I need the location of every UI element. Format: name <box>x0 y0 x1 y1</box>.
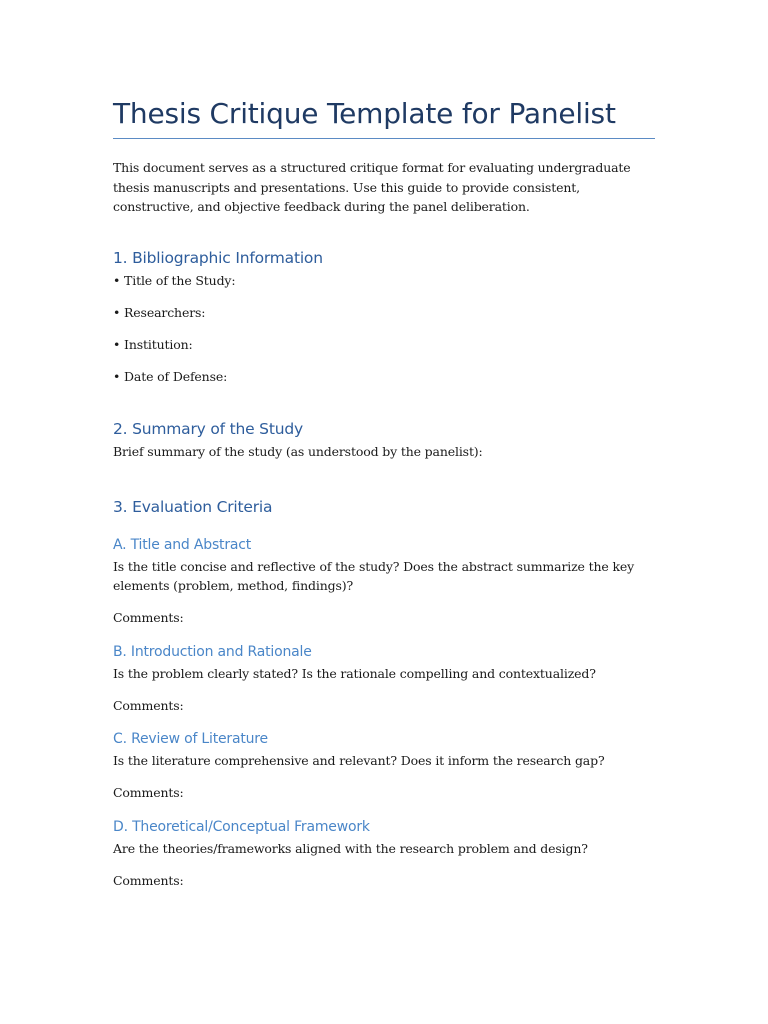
criterion-heading-literature: C. Review of Literature <box>113 731 268 747</box>
criterion-question-title-abstract-line2: elements (problem, method, findings)? <box>113 578 354 593</box>
criterion-heading-introduction: B. Introduction and Rationale <box>113 643 312 660</box>
bullet-title-of-study: • Title of the Study: <box>113 272 236 288</box>
criterion-heading-title-abstract: A. Title and Abstract <box>113 536 252 553</box>
criterion-question-framework: Are the theories/frameworks aligned with the research problem and design? <box>113 840 588 856</box>
summary-prompt: Brief summary of the study (as understood by the panelist): <box>113 444 483 459</box>
comments-label-framework: Comments: <box>113 872 184 888</box>
document-page <box>113 94 655 890</box>
bullet-researchers: • Researchers: <box>113 304 206 320</box>
bullet-date-of-defense: • Date of Defense: <box>113 368 228 384</box>
document-title: Thesis Critique Template for Panelist <box>113 97 616 130</box>
section-heading-summary: 2. Summary of the Study <box>113 420 303 438</box>
comments-label-title-abstract: Comments: <box>113 610 184 625</box>
section-heading-bibliographic: 1. Bibliographic Information <box>113 248 323 267</box>
comments-label-literature: Comments: <box>113 785 184 800</box>
section-heading-evaluation: 3. Evaluation Criteria <box>113 497 273 516</box>
intro-paragraph: This document serves as a structured critique format for evaluating undergraduate thesis manuscripts and presentations. Use this guide to provide consistent, constructive, and objective feedback during the panel deliberation. <box>113 160 631 214</box>
criterion-heading-framework: D. Theoretical/Conceptual Framework <box>113 818 370 835</box>
criterion-question-literature: Is the literature comprehensive and relevant? Does it inform the research gap? <box>113 753 605 768</box>
criterion-question-title-abstract-line1: Is the title concise and reflective of the study? Does the abstract summarize the key <box>113 558 635 574</box>
bullet-institution: • Institution: <box>113 336 193 352</box>
comments-label-introduction: Comments: <box>113 697 184 713</box>
title-underline <box>113 138 655 139</box>
criterion-question-introduction: Is the problem clearly stated? Is the rationale compelling and contextualized? <box>113 665 596 681</box>
